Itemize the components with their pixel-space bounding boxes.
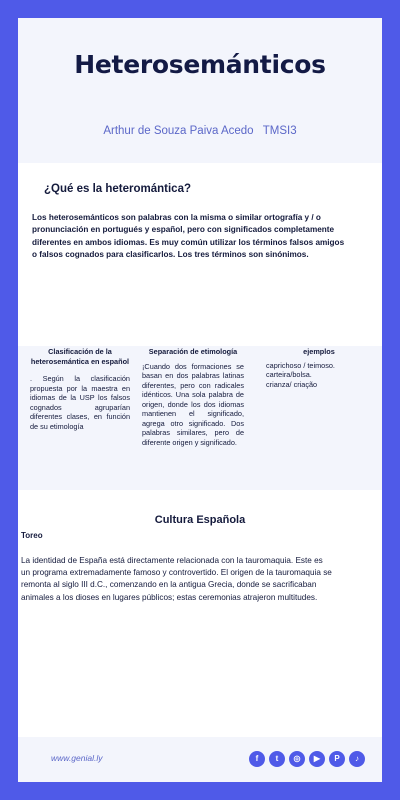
examples-column: [266, 347, 372, 389]
pinterest-icon[interactable]: P: [329, 751, 345, 767]
intro-text: Los heterosemánticos son palabras con la misma o similar ortografía y / o pronunciación en portugués y español, pero con significados completamente diferentes en ambos idiomas. Es muy común utilizar los términos falsos amigos o falsos cognados para clasificarlos. Los tres términos son sinónimos.: [32, 213, 345, 259]
etymology-column: [142, 347, 244, 447]
culture-heading: Cultura Española: [154, 514, 246, 526]
genially-page: [18, 18, 382, 782]
tiktok-icon[interactable]: ♪: [349, 751, 365, 767]
etymology-heading: Separación de etimología: [148, 347, 238, 356]
example-item: crianza/ criação: [266, 379, 318, 389]
social-icons: [249, 751, 365, 767]
facebook-icon[interactable]: f: [249, 751, 265, 767]
genially-link[interactable]: www.genial.ly: [51, 753, 103, 763]
instagram-icon[interactable]: ◎: [289, 751, 305, 767]
page-title: Heterosemánticos: [74, 50, 326, 79]
author-line: [18, 125, 382, 137]
twitter-icon[interactable]: t: [269, 751, 285, 767]
toreo-text: La identidad de España está directamente relacionada con la tauromaquia. Este es un programa extremadamente famoso y controvertido. El origen de la tauromaquia se remonta al siglo III d.C., comenzando en la antigua Grecia, donde se sacrificaban animales a los dioses en lugares públicos; estas ceremonias atrajeron multitudes.: [21, 556, 332, 602]
author-name: Arthur de Souza Paiva Acedo: [103, 125, 254, 137]
example-item: carteira/bolsa.: [266, 370, 312, 379]
etymology-text: ¡Cuando dos formaciones se basan en dos palabras latinas diferentes, pero con radicales idénticos. Una sola palabra de origen, donde los dos idiomas mantienen el significado, agrega otro significado. Dos palabras similares, pero de diferente origen y significado.: [142, 361, 244, 447]
header-band: [18, 18, 382, 163]
classification-heading: Clasificación de la heterosemántica en español: [30, 347, 130, 366]
intro-heading: ¿Qué es la heteromántica?: [44, 183, 191, 195]
classification-column: [30, 347, 130, 431]
group-code: TMSI3: [262, 125, 297, 137]
youtube-icon[interactable]: ▶: [309, 751, 325, 767]
footer-bar: [18, 737, 382, 782]
example-item: caprichoso / teimoso.: [266, 360, 335, 370]
classification-text: . Según la clasificación propuesta por la maestra en idiomas de la USP los falsos cognados agruparían diferentes clases, en función de su etimología: [30, 374, 130, 431]
examples-heading: ejemplos: [303, 347, 335, 356]
toreo-subheading: Toreo: [21, 531, 43, 540]
